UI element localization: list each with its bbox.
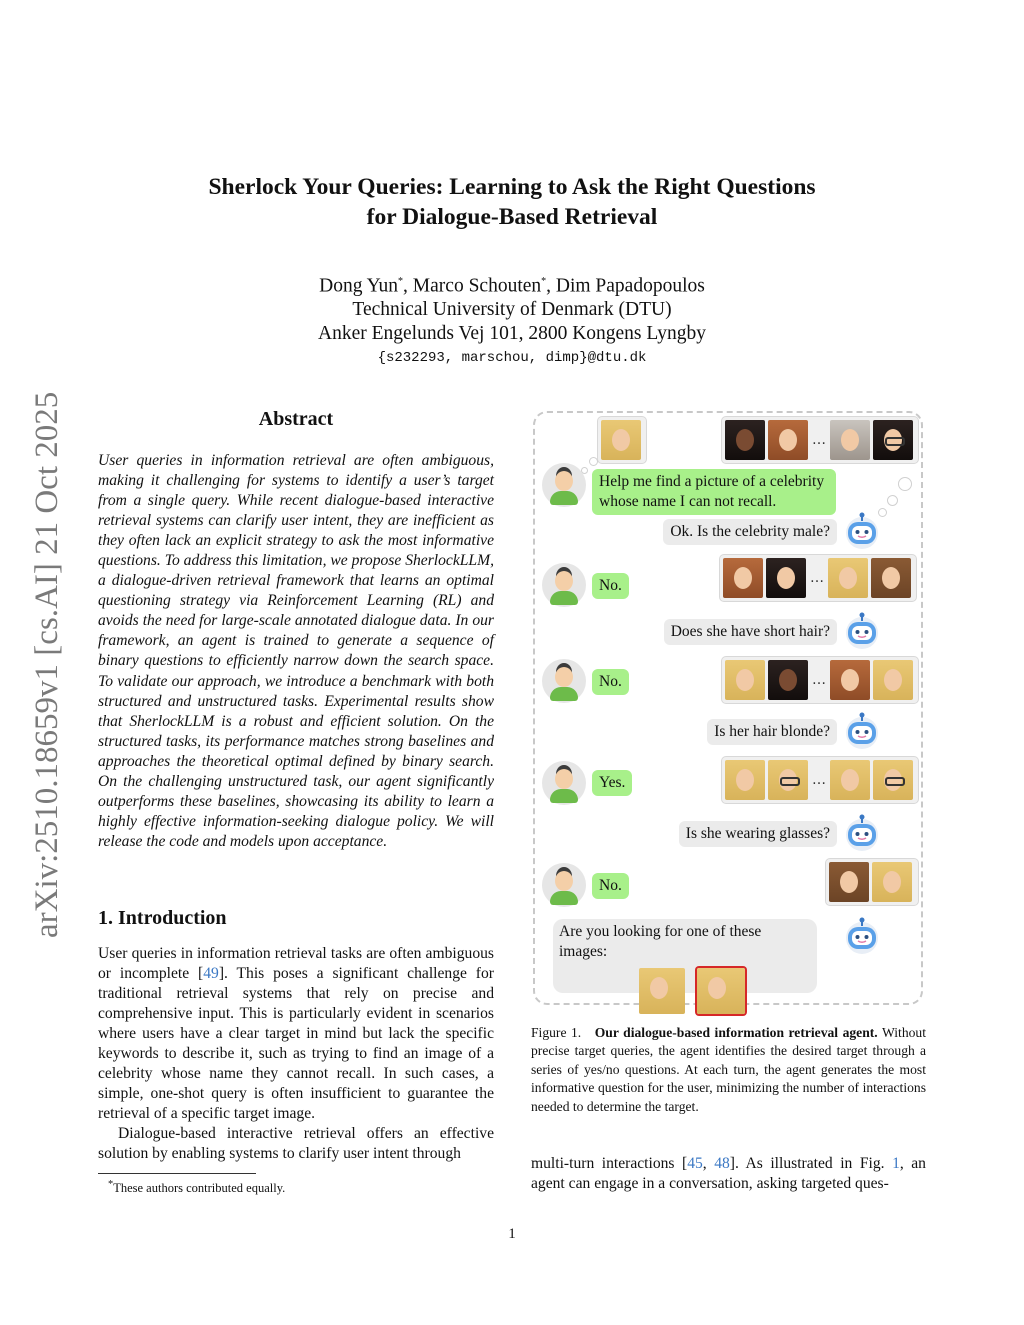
author-1: Dong Yun bbox=[319, 275, 399, 297]
face-image bbox=[871, 558, 911, 598]
face-image bbox=[723, 558, 763, 598]
author-names bbox=[200, 270, 824, 298]
figure-reference-link[interactable]: 1 bbox=[892, 1155, 900, 1172]
caption-bold: Our dialogue-based information retrieval agent. bbox=[594, 1025, 878, 1040]
title-line-2: for Dialogue-Based Retrieval bbox=[366, 204, 658, 230]
user-avatar bbox=[542, 863, 586, 907]
robot-icon bbox=[842, 813, 882, 853]
right-col-text-b: ]. As illustrated in Fig. bbox=[729, 1155, 893, 1172]
author-block bbox=[200, 270, 824, 371]
abstract-text: User queries in information retrieval are often ambiguous, making it challenging for systems to identify a user’s target from a single query. While recent dialogue-based interactive retrieval systems can clarify user intent, they are inefficient as they often lack an explicit strategy to ask the most informative questions. To address this limitation, we propose SherlockLLM, a dialogue-driven retrieval framework that learns an optimal questioning strategy via Reinforcement Learning (RL) and avoids the need for large-scale annotated dialogue data. In our framework, an agent is trained to generate a sequence of binary questions to efficiently narrow down the search space. To validate our approach, we introduce a benchmark with both structured and unstructured tasks. Experimental results show that SherlockLLM is a robust and efficient solution. On the structured tasks, its performance matches strong baselines and approaches the theoretical optimal defined by binary search. On the challenging unstructured task, our agent significantly outperforms these baselines, showcasing its ability to learn a highly effective information-seeking dialogue policy. We will release the code and models upon acceptance. bbox=[98, 452, 494, 850]
citation-link[interactable]: 49 bbox=[203, 965, 219, 983]
face-image bbox=[766, 558, 806, 598]
final-prompt-text: Are you looking for one of these images: bbox=[559, 923, 762, 960]
equal-contrib-mark: * bbox=[398, 276, 404, 287]
face-image bbox=[873, 760, 913, 800]
target-image-frame bbox=[598, 417, 646, 463]
candidate-face-image[interactable] bbox=[639, 968, 685, 1014]
robot-icon bbox=[842, 711, 882, 751]
face-image bbox=[830, 420, 870, 460]
face-image bbox=[873, 660, 913, 700]
ellipsis: … bbox=[812, 432, 826, 448]
footnote-mark: * bbox=[108, 1179, 114, 1190]
candidate-images bbox=[559, 968, 811, 1014]
agent-question-2: Does she have short hair? bbox=[664, 619, 837, 645]
user-answer-4: No. bbox=[592, 873, 629, 899]
user-avatar bbox=[542, 761, 586, 805]
gallery-step-0 bbox=[722, 417, 918, 463]
author-separator: , bbox=[403, 275, 413, 297]
address: Anker Engelunds Vej 101, 2800 Kongens Lyngby bbox=[318, 322, 706, 344]
robot-icon bbox=[842, 916, 882, 956]
selected-target-face-image[interactable] bbox=[697, 968, 745, 1014]
user-avatar bbox=[542, 659, 586, 703]
figure-1-caption bbox=[531, 1024, 926, 1116]
user-request-bubble: Help me find a picture of a celebrity whose name I can not recall. bbox=[592, 469, 836, 515]
user-answer-1: No. bbox=[592, 573, 629, 599]
citation-link[interactable]: 48 bbox=[714, 1155, 730, 1172]
user-avatar bbox=[542, 563, 586, 607]
equal-contrib-mark: * bbox=[541, 276, 547, 287]
footnote-rule bbox=[98, 1173, 256, 1174]
user-avatar bbox=[542, 463, 586, 507]
agent-question-1: Ok. Is the celebrity male? bbox=[663, 519, 837, 545]
paper-title bbox=[150, 172, 874, 232]
intro-paragraph-2: Dialogue-based interactive retrieval offers an effective solution by enabling systems to clarify user intent through bbox=[98, 1125, 494, 1163]
thought-bubble bbox=[887, 495, 898, 506]
target-face-image bbox=[601, 420, 641, 460]
introduction-heading: 1. Introduction bbox=[98, 907, 227, 929]
footnote bbox=[108, 1177, 285, 1196]
thought-bubble bbox=[589, 457, 598, 466]
face-image bbox=[829, 862, 869, 902]
face-image bbox=[828, 558, 868, 598]
ellipsis: … bbox=[812, 772, 826, 788]
robot-icon bbox=[842, 511, 882, 551]
face-image bbox=[768, 760, 808, 800]
citation-separator: , bbox=[702, 1155, 715, 1172]
intro-p1-text-a: User queries in information retrieval tasks are often ambiguous or incomplete [ bbox=[98, 945, 494, 983]
footnote-text: These authors contributed equally. bbox=[113, 1181, 286, 1196]
thought-bubble bbox=[878, 508, 887, 517]
introduction-body bbox=[98, 944, 494, 1165]
right-column-text bbox=[531, 1154, 926, 1194]
arxiv-identifier[interactable]: arXiv:2510.18659v1 [cs.AI] 21 Oct 2025 bbox=[29, 391, 65, 939]
abstract-heading: Abstract bbox=[258, 408, 334, 430]
agent-question-4: Is she wearing glasses? bbox=[679, 821, 837, 847]
face-image bbox=[768, 420, 808, 460]
page-number: 1 bbox=[508, 1226, 516, 1242]
gallery-step-4 bbox=[826, 859, 918, 905]
author-separator: , bbox=[546, 275, 556, 297]
thought-bubble bbox=[898, 477, 912, 491]
caption-text: Without precise target queries, the agent identifies the desired target through a series of yes/no questions. At each turn, the agent generates the most informative question for the user, minimizing the number of interactions needed to determine the target. bbox=[531, 1025, 926, 1114]
intro-p1-text-b: ]. This poses a significant challenge for traditional retrieval systems that rely on precise and comprehensive input. This is particularly evident in scenarios where users have a clear target in mind but lack the specific keywords to describe it, such as trying to find an image of a celebrity whose name they cannot recall. In such cases, a simple, one-shot query is often insufficient to guarantee the retrieval of a specific target image. bbox=[98, 965, 494, 1123]
ellipsis: … bbox=[812, 672, 826, 688]
gallery-step-3 bbox=[722, 757, 918, 803]
face-image bbox=[725, 420, 765, 460]
right-col-text-a: multi-turn interactions [ bbox=[531, 1155, 688, 1172]
face-image bbox=[830, 760, 870, 800]
face-image bbox=[725, 660, 765, 700]
robot-icon bbox=[842, 611, 882, 651]
face-image bbox=[725, 760, 765, 800]
affiliation: Technical University of Denmark (DTU) bbox=[352, 299, 672, 320]
face-image bbox=[768, 660, 808, 700]
gallery-step-2 bbox=[722, 657, 918, 703]
caption-label: Figure 1. bbox=[531, 1025, 582, 1040]
face-image bbox=[872, 862, 912, 902]
author-2: Marco Schouten bbox=[412, 275, 542, 297]
user-answer-2: No. bbox=[592, 669, 629, 695]
agent-final-prompt bbox=[553, 919, 817, 993]
agent-question-3: Is her hair blonde? bbox=[707, 719, 837, 745]
author-3: Dim Papadopoulos bbox=[555, 275, 705, 297]
email[interactable]: {s232293, marschou, dimp}@dtu.dk bbox=[377, 350, 647, 366]
face-image bbox=[873, 420, 913, 460]
figure-1-dialogue bbox=[533, 411, 923, 1005]
user-answer-3: Yes. bbox=[592, 770, 632, 796]
citation-link[interactable]: 45 bbox=[687, 1155, 703, 1172]
intro-paragraph-1 bbox=[98, 944, 494, 1124]
right-col-text-c: , an agent can engage in a conversation, asking targeted ques- bbox=[531, 1155, 926, 1193]
gallery-step-1 bbox=[720, 555, 916, 601]
ellipsis: … bbox=[810, 570, 824, 586]
title-line-1: Sherlock Your Queries: Learning to Ask the Right Questions bbox=[208, 174, 816, 200]
face-image bbox=[830, 660, 870, 700]
